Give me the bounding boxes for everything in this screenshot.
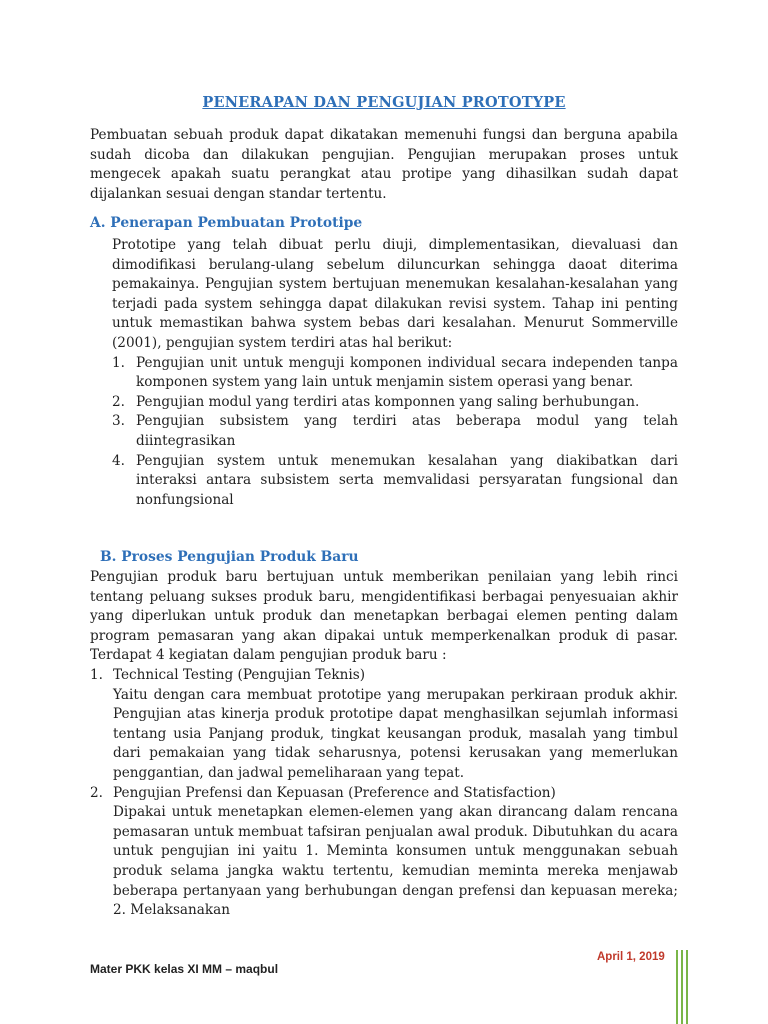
section-a-heading: A. Penerapan Pembuatan Prototipe (90, 215, 363, 231)
document-title: PENERAPAN DAN PENGUJIAN PROTOTYPE (202, 94, 566, 111)
list-item-title: Technical Testing (Pengujian Teknis) (113, 666, 366, 683)
footer-decor-line (676, 950, 678, 1024)
section-a-paragraph: Prototipe yang telah dibuat perlu diuji, dimplementasikan, dievaluasi dan dimodifikasi berulang-ulang sebelum diluncurkan sehingga daoat diterima pemakainya. Pengujian system bertujuan menemukan kesalahan-kesalahan yang terjadi pada system sehingga dapat dilakukan revisi system. Tahap ini penting untuk memastikan bahwa system bebas dari kesalahan. Menurut Sommerville (2001), pengujian system terdiri atas hal berikut: (112, 237, 678, 351)
list-item: 3. Pengujian subsistem yang terdiri atas beberapa modul yang telah diintegrasikan (112, 413, 678, 449)
list-item: 1. Pengujian unit untuk menguji komponen individual secara independen tanpa komponen system yang lain untuk menjamin sistem operasi yang benar. (112, 354, 678, 391)
section-b-paragraph: Pengujian produk baru bertujuan untuk memberikan penilaian yang lebih rinci tentang peluang sukses produk baru, mengidentifikasi berbagai penyesuaian akhir yang diperlukan untuk produk dan menetapkan berbagai elemen penting dalam program pemasaran yang akan dipakai untuk memperkenalkan produk di pasar. Terdapat 4 kegiatan dalam pengujian produk baru : (90, 569, 678, 664)
list-item-text: Dipakai untuk menetapkan elemen-elemen yang akan dirancang dalam rencana pemasaran untuk membuat tafsiran penjualan awal produk. Dibutuhkan du acara untuk pengujian ini yaitu 1. Meminta konsumen untuk menggunakan sebuah produk selama jangka waktu tertentu, kemudian meminta mereka menjawab beberapa pertanyaan yang berhubungan dengan prefensi dan kepuasan mereka; 2. Melaksanakan (113, 804, 678, 919)
list-item: 4. Pengujian system untuk menemukan kesalahan yang diakibatkan dari interaksi antara subsistem serta memvalidasi persyaratan fungsional dan nonfungsional (112, 452, 678, 508)
list-item-title: Pengujian Prefensi dan Kepuasan (Preference and Statisfaction) (113, 784, 556, 801)
list-item-text: Yaitu dengan cara membuat prototipe yang merupakan perkiraan produk akhir. Pengujian atas kinerja produk prototipe dapat menghasilkan sejumlah informasi tentang usia Panjang produk, tingkat keusangan produk, masalah yang timbul dari pemakaian yang tidak seharusnya, potensi kerusakan yang memerlukan penggantian, dan jadwal pemeliharaan yang tepat. (113, 686, 678, 781)
section-b-heading: B. Proses Pengujian Produk Baru (100, 549, 359, 565)
list-item: 1. Technical Testing (Pengujian Teknis) Yaitu dengan cara membuat prototipe yang merupakan perkiraan produk akhir. Pengujian atas kinerja produk prototipe dapat menghasilkan sejumlah informasi tentang usia Panjang produk, tingkat keusangan produk, masalah yang timbul dari pemakaian yang tidak seharusnya, potensi kerusakan yang memerlukan penggantian, dan jadwal pemeliharaan yang tepat. (90, 666, 678, 784)
intro-paragraph: Pembuatan sebuah produk dapat dikatakan memenuhi fungsi dan berguna apabila sudah dicoba dan dilakukan pengujian. Pengujian merupakan proses untuk mengecek apakah suatu perangkat atau protipe yang dihasilkan sudah dapat dijalankan sesuai dengan standar tertentu. (90, 127, 678, 202)
section-b-body (90, 568, 678, 921)
footer-decor-line (686, 950, 688, 1024)
section-b-list (90, 666, 678, 921)
footer-date: April 1, 2019 (597, 951, 665, 963)
list-item: 2. Pengujian modul yang terdiri atas komponnen yang saling berhubungan. (112, 393, 640, 410)
section-a-body (112, 236, 678, 510)
list-item: 2. Pengujian Prefensi dan Kepuasan (Preference and Statisfaction) Dipakai untuk menetapkan elemen-elemen yang akan dirancang dalam rencana pemasaran untuk membuat tafsiran penjualan awal produk. Dibutuhkan du acara untuk pengujian ini yaitu 1. Meminta konsumen untuk menggunakan sebuah produk selama jangka waktu tertentu, kemudian meminta mereka menjawab beberapa pertanyaan yang berhubungan dengan prefensi dan kepuasan mereka; 2. Melaksanakan (90, 784, 678, 921)
footer-course-label: Mater PKK kelas XI MM – maqbul (90, 962, 279, 976)
footer-decor-line (681, 950, 683, 1024)
section-a-list (112, 354, 678, 511)
